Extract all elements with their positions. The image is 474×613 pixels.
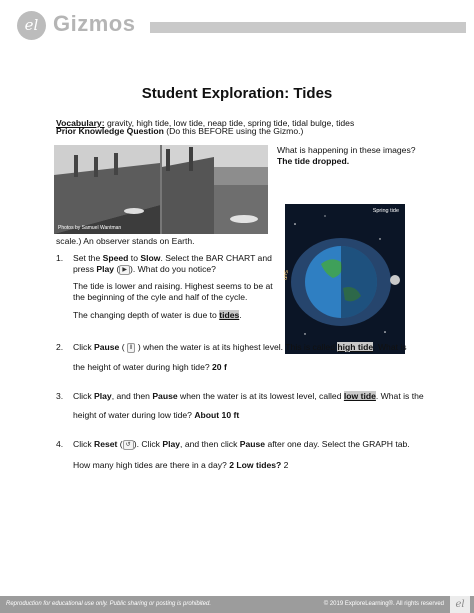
q2-line1 (56, 342, 407, 353)
q3-text: Click (73, 391, 95, 401)
q1-text: . Select the BAR CHART and (160, 253, 272, 263)
side-answer: The tide dropped. (277, 156, 350, 166)
vocabulary-label: Vocabulary: (56, 118, 105, 128)
q4-text: How many high tides are there in a day? (73, 460, 230, 470)
q1-slow: Slow (140, 253, 161, 263)
q1-text: ). What do you notice? (129, 264, 216, 274)
q4-pause: Pause (239, 439, 266, 449)
q4-text: after one day. Select the GRAPH tab. (265, 439, 410, 449)
q3-number: 3. (56, 391, 64, 401)
sun-label: Sun (282, 270, 288, 280)
q2-pause: Pause (94, 342, 120, 352)
footer-bar (0, 596, 474, 613)
q3-text: height of water during low tide? (73, 410, 195, 420)
q3-pause: Pause (152, 391, 178, 401)
side-question (277, 145, 447, 167)
q3-text: . What is the (375, 391, 424, 401)
q4-answer-high: 2 Low tides? (229, 460, 282, 470)
q2-answer-term: high tide (337, 342, 374, 352)
q1-line1 (56, 253, 272, 264)
q1-answer-tides: tides (219, 310, 240, 320)
q4-number: 4. (56, 439, 64, 449)
q2-line2 (73, 362, 227, 373)
q2-text: the height of water during high tide? (73, 362, 213, 372)
q1-speed: Speed (102, 253, 129, 263)
side-question-text: What is happening in these images? (277, 145, 416, 155)
footer-copyright: © 2019 ExploreLearning®. All rights reserved (323, 601, 444, 607)
q1-line3 (73, 310, 242, 321)
q1-number: 1. (56, 253, 64, 263)
explorelearning-logo-icon: el (17, 11, 46, 40)
spring-tide-label: Spring tide (372, 208, 399, 214)
photo-credit: Photos by Samuel Wantman (58, 225, 122, 231)
q1-line2 (73, 264, 216, 275)
q4-line1 (56, 439, 410, 450)
pause-icon: ‖ (127, 343, 135, 353)
q1-answer-line1: The tide is lower and raising. Highest seems to be at (73, 281, 273, 291)
q1-text: . (239, 310, 242, 320)
q2-number: 2. (56, 342, 64, 352)
gizmos-header (0, 0, 474, 56)
q2-text: . What is (373, 342, 407, 352)
page-title: Student Exploration: Tides (141, 85, 333, 102)
q4-text: ( (117, 439, 123, 449)
q1-play: Play (96, 264, 115, 274)
q4-answer-low: 2 (281, 460, 289, 470)
q4-text: Click (73, 439, 95, 449)
q1-text: ( (114, 264, 120, 274)
observer-line: scale.) An observer stands on Earth. (56, 236, 195, 246)
header-bar (150, 22, 466, 33)
brand-name: Gizmos (53, 11, 136, 36)
spring-tide-diagram (282, 204, 405, 354)
q2-text: ) when the water is at its highest level. This is called (135, 342, 338, 352)
reset-icon: ↺ (123, 440, 134, 450)
prior-text (56, 126, 303, 137)
q2-text: ( (119, 342, 127, 352)
q4-text: ). Click (133, 439, 163, 449)
dock-photos (54, 145, 268, 234)
footer-notice: Reproduction for educational use only. Public sharing or posting is prohibited. (6, 601, 212, 607)
q1-text: The changing depth of water is due to (73, 310, 220, 320)
q1-answer-line2: the beginning of the cyle and half of the cycle. (73, 292, 248, 302)
q4-play: Play (162, 439, 181, 449)
q1-text: Set the (73, 253, 103, 263)
q2-answer: 20 f (212, 362, 227, 372)
q3-play: Play (94, 391, 112, 401)
q2-text: Click (73, 342, 95, 352)
q1-text: to (128, 253, 141, 263)
q3-answer: About 10 ft (194, 410, 240, 420)
q3-text: , and then (111, 391, 153, 401)
q3-answer-term: low tide (343, 391, 376, 401)
prior-knowledge-note: (Do this BEFORE using the Gizmo.) (163, 126, 304, 136)
q4-line2 (73, 460, 288, 471)
play-icon: ▶ (119, 265, 130, 275)
q4-reset: Reset (94, 439, 118, 449)
vocabulary-terms: gravity, high tide, low tide, neap tide, spring tide, tidal bulge, tides (104, 118, 355, 128)
q3-text: when the water is at its lowest level, called (177, 391, 344, 401)
q4-text: , and then click (180, 439, 240, 449)
prior-knowledge-label: Prior Knowledge Question (56, 126, 164, 136)
q1-text: press (73, 264, 97, 274)
q3-line1 (56, 391, 424, 402)
q3-line2 (73, 410, 239, 421)
footer-logo-icon: el (450, 596, 470, 613)
